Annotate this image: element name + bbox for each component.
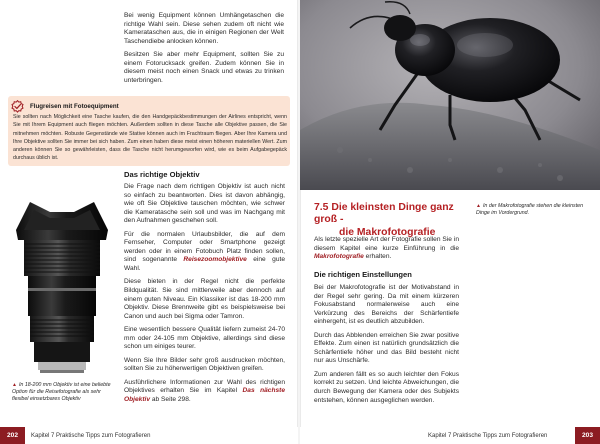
footer-chapter-text: Kapitel 7 Praktische Tipps zum Fotografieren <box>25 427 298 444</box>
settings-body <box>314 284 459 405</box>
beetle-caption-text: In der Makrofotografie stehen die kleinsten Dinge im Vordergrund. <box>476 203 584 216</box>
paragraph-text: Als letzte spezielle Art der Fotografie sollen Sie in diesem Kapitel eine kurze Einführung in die <box>314 236 459 252</box>
page-number: 202 <box>0 427 25 444</box>
body-paragraph <box>314 236 459 262</box>
section-intro <box>314 236 459 262</box>
footer-chapter-text: Kapitel 7 Praktische Tipps zum Fotografieren <box>300 427 575 444</box>
beetle-macro-photo <box>300 0 600 190</box>
lens-caption-text: In 18-200 mm Objektiv ist eine beliebte Option für die Reisefotografie als sehr flexibel einsetzbares Objektiv <box>12 382 111 402</box>
left-intro-text <box>124 12 284 85</box>
makrofotografie-link[interactable]: Makrofotografie <box>314 253 364 261</box>
body-paragraph: Eine wesentlich bessere Qualität liefern zumeist 24-70 mm oder 24-105 mm Objektive, allerdings sind diese schon um einiges teurer. <box>124 326 285 351</box>
tip-title: Flugreisen mit Fotoequipment <box>30 103 119 110</box>
body-paragraph: Die Frage nach dem richtigen Objektiv ist auch nicht so einfach zu beantworten. Dies ist davon abhängig, wie oft Sie Objektive tauschen möchten, wie schwer die Kameratasche sein soll und was im Nachgang mit den Aufnahmen geschehen soll. <box>124 183 285 225</box>
body-paragraph <box>124 379 285 405</box>
paragraph-text: ab Seite 298. <box>150 396 191 404</box>
paragraph-text: erhalten. <box>363 253 392 261</box>
chapter-link[interactable]: Das nächste Objektiv <box>124 387 285 404</box>
caption-triangle-icon: ▲ <box>476 203 481 209</box>
body-paragraph: Diese bieten in der Regel nicht die perfekte Bildqualität. Sie sind mittlerweile aber dennoch auf einem guten Niveau. Ein Klassiker ist das 18-200 mm Objektiv. Diese Brennweite gibt es beispielsweise bei Canon und auch bei Sigma oder Tamron. <box>124 278 285 320</box>
objektiv-heading: Das richtige Objektiv <box>124 170 200 179</box>
intro-paragraph: Besitzen Sie aber mehr Equipment, sollten Sie zu einem Fotorucksack greifen. Zudem können Sie in diesem meist noch einen Snack und etwas zu trinken unterbringen. <box>124 51 284 84</box>
reisezoom-link[interactable]: Reisezoomobjektive <box>183 256 247 264</box>
section-heading-line: die Makrofotografie <box>339 226 436 238</box>
body-paragraph: Bei der Makrofotografie ist der Motivabstand in der Regel sehr gering. Da mit einem kürzeren Fokusabstand normalerweise auch eine Verkürzung des Bereichs der Schärfentiefe einhergeht, ist es deutlich abzubilden. <box>314 284 459 326</box>
page-number: 203 <box>575 427 600 444</box>
right-footer <box>300 427 600 444</box>
left-footer <box>0 427 298 444</box>
paragraph-text: Ausführlichere Informationen zur Wahl des richtigen Objektives erhalten Sie im Kapitel <box>124 378 285 395</box>
paragraph-text: eine gute Wahl. <box>124 256 285 272</box>
objektiv-body <box>124 183 285 405</box>
settings-heading: Die richtigen Einstellungen <box>314 270 412 279</box>
body-paragraph <box>124 231 285 274</box>
camera-lens-photo <box>10 196 114 374</box>
beetle-caption <box>476 203 588 217</box>
section-heading-line: 7.5 Die kleinsten Dinge ganz groß - <box>314 202 454 226</box>
caption-triangle-icon: ▲ <box>12 382 17 388</box>
tip-box <box>8 96 290 166</box>
tip-text: Sie sollten nach Möglichkeit eine Tasche kaufen, die den Handgepäckbestimmungen der Airlines entspricht, wenn Sie mit Ihrem Equipment auch fliegen möchten. Außerdem sollten in diese Tasche alle Objektive passen, die Sie mitnehmen möchten. Robuste Gegenstände wie Stative können auch im Frachtraum fliegen. Aber Ihre Kamera und Ihre Objektive sollten Sie immer bei sich haben. Zum einen haben diese meist einen höheren materiellen Wert. Zum anderen können Sie so gewährleisten, dass die Tasche nicht herumgeworfen wird, wie es beim Aufgabegepäck durchaus üblich ist. <box>13 114 287 162</box>
checkmark-badge-icon <box>11 100 24 113</box>
body-paragraph: Zum anderen fällt es so auch leichter den Fokus korrekt zu setzen. Und leichte Abweichungen, die durch Bewegung der Kamera oder des Subjekts entstehen, können ausgeglichen werden. <box>314 370 459 404</box>
body-paragraph: Durch das Abblenden erreichen Sie zwar positive Effekte. Zum einen ist natürlich grundsätzlich die Schärfentiefe höher und das Bild besteht nicht nur aus Unschärfe. <box>314 331 459 365</box>
lens-caption <box>12 382 116 403</box>
body-paragraph: Wenn Sie Ihre Bilder sehr groß ausdrucken möchten, sollten Sie zu höherwertigen Objektiven greifen. <box>124 356 285 373</box>
paragraph-text: Für die normalen Urlaubsbilder, die auf dem Fernseher, Computer oder Smartphone gezeigt werden oder in einem Fotobuch Platz finden sollen, sind sogenannte <box>124 230 285 264</box>
intro-paragraph: Bei wenig Equipment können Umhängetaschen die richtige Wahl sein. Diese sehen zudem oft nicht wie Kamerataschen aus, die in einigen Regionen der Welt Taschendiebe anlocken können. <box>124 12 284 45</box>
section-heading <box>314 202 474 239</box>
